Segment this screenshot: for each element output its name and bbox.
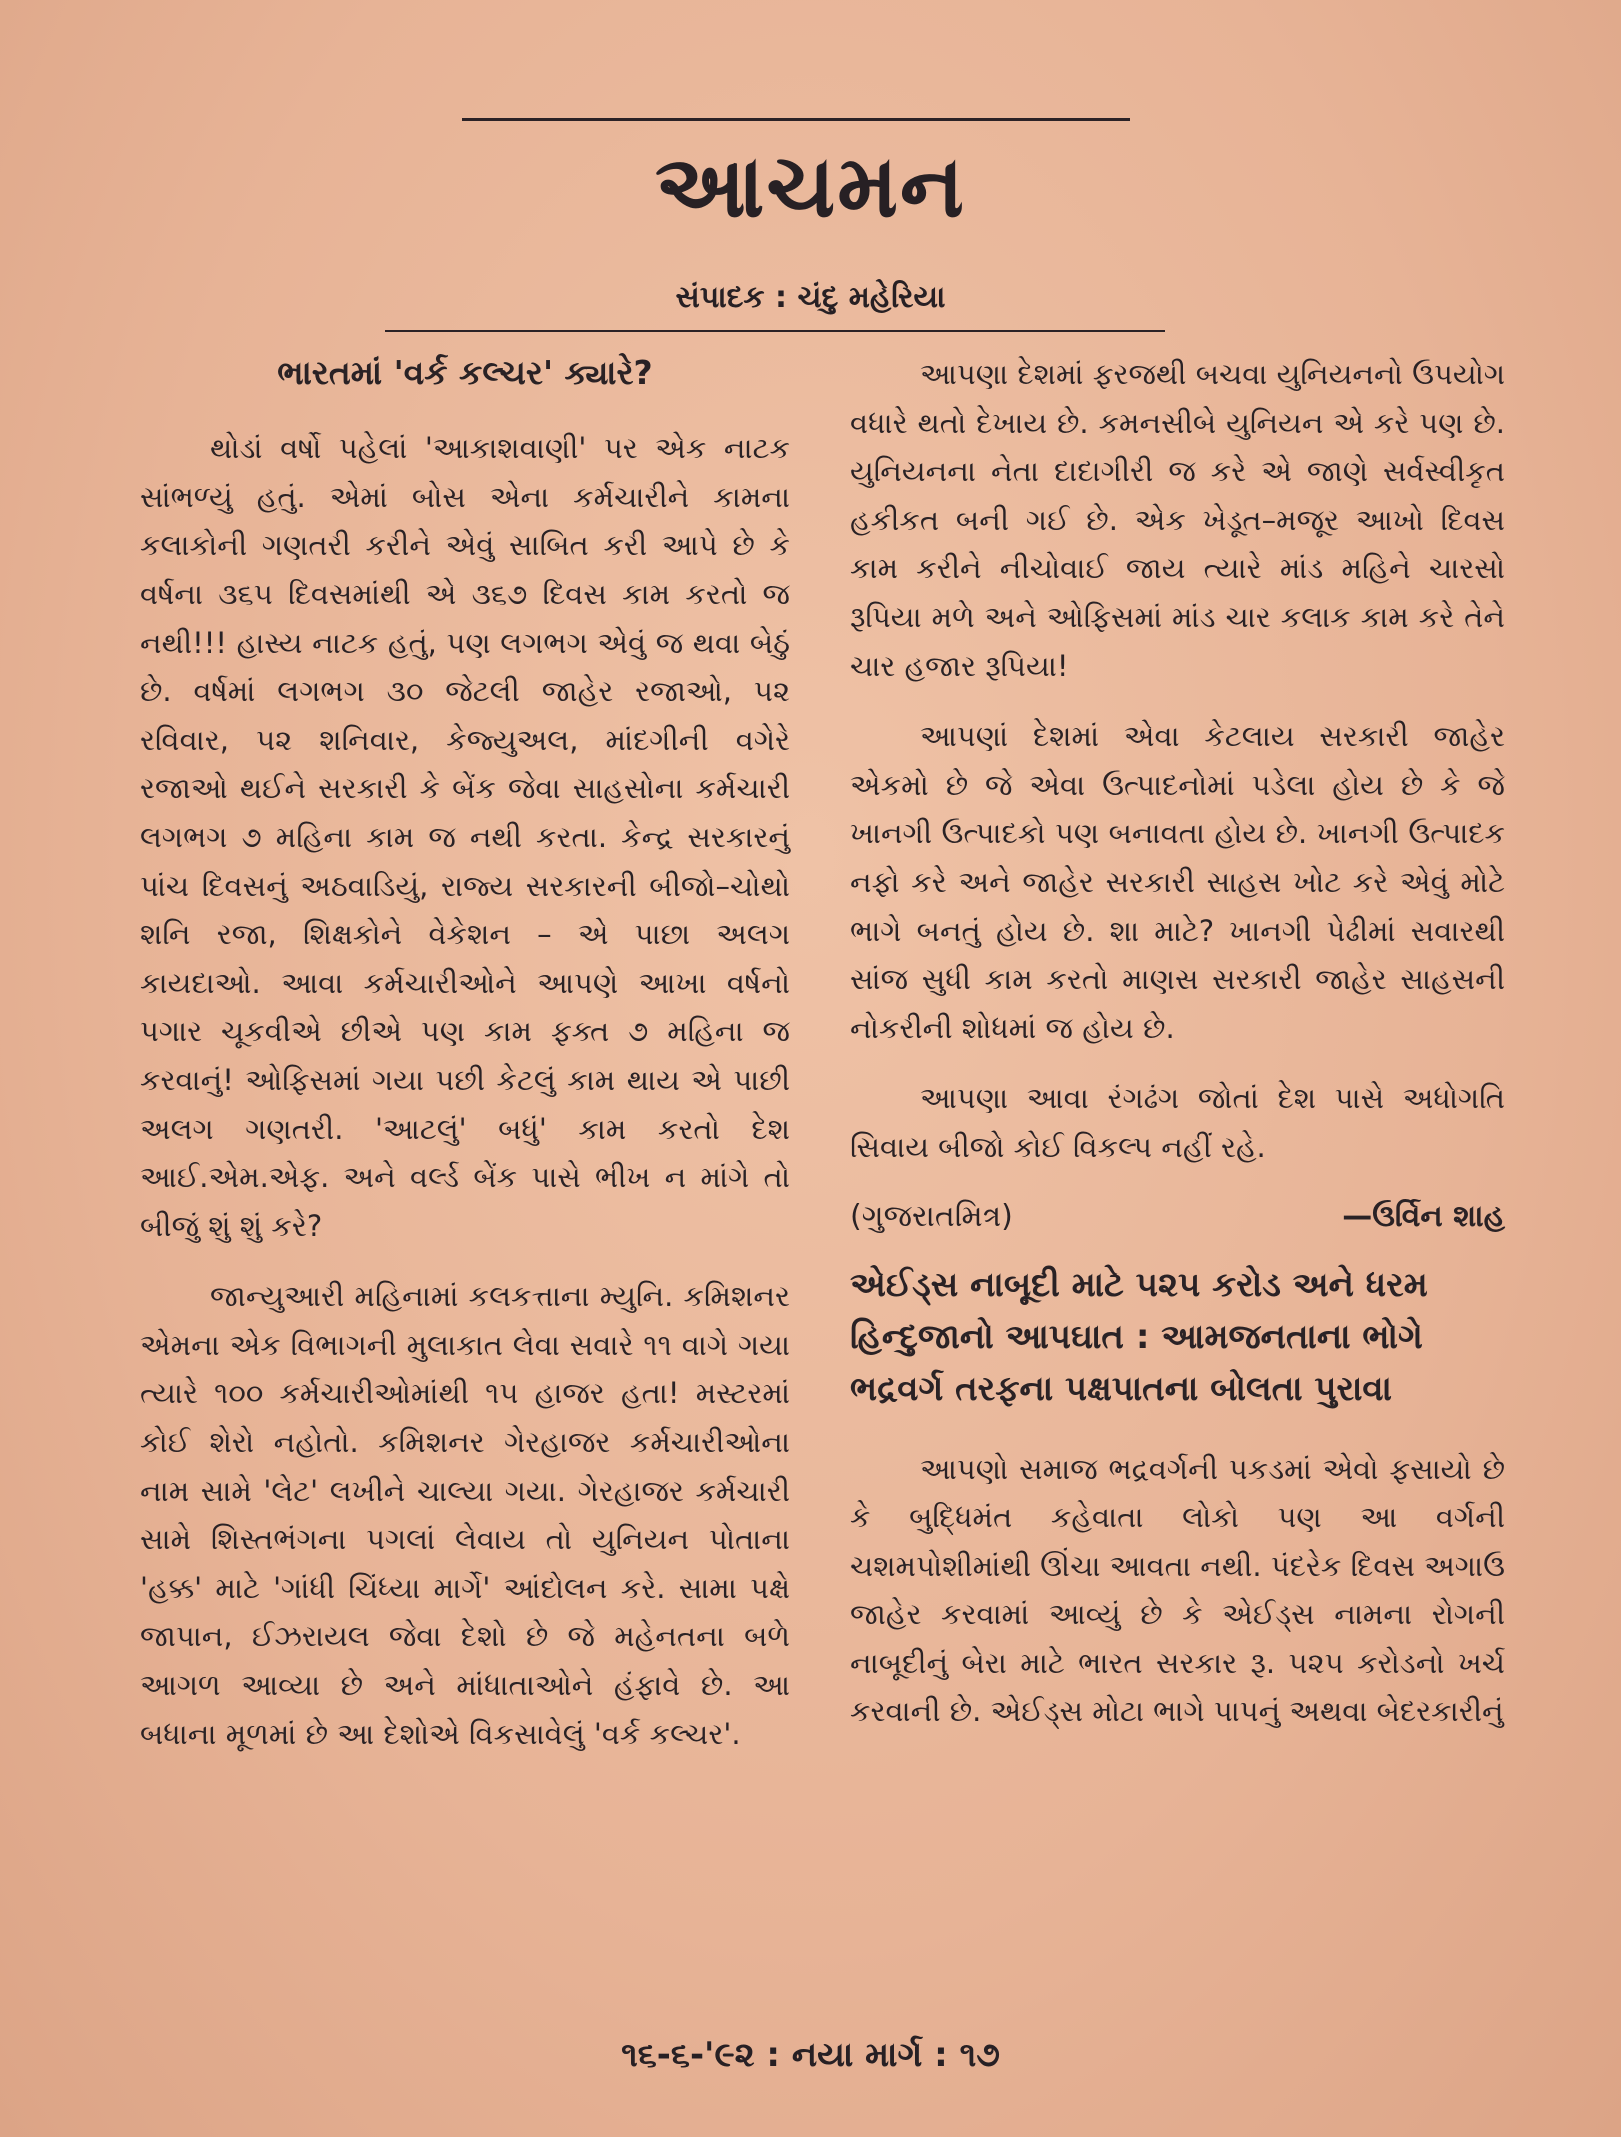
header-rule bbox=[385, 330, 1165, 332]
page-title: આચમન bbox=[655, 137, 966, 237]
editor-credit: સંપાદક : ચંદુ મહેરિયા bbox=[675, 280, 946, 315]
article-heading-aids: એઈડ્સ નાબૂદી માટે ૫૨૫ કરોડ અને ધરમ હિન્દુજાનો આપઘાત : આમજનતાના ભોગે ભદ્રવર્ગ તરફના પક્ષપાતના બોલતા પુરાવા bbox=[850, 1264, 1428, 1409]
article-paragraph: જાન્યુઆરી મહિનામાં કલકત્તાના મ્યુનિ. કમિશનર એમના એક વિભાગની મુલાકાત લેવા સવારે ૧૧ વાગે ગયા ત્યારે ૧૦૦ કર્મચારીઓમાંથી ૧૫ હાજર હતા! મસ્ટરમાં કોઈ શેરો નહોતો. કમિશનર ગેરહાજર કર્મચારીઓના નામ સામે 'લેટ' લખીને ચાલ્યા ગયા. ગેરહાજર કર્મચારી સામે શિસ્તભંગના પગલાં લેવાય તો યુનિયન પોતાના 'હક્ક' માટે 'ગાંધી ચિંધ્યા માર્ગે' આંદોલન કરે. સામા પક્ષે જાપાન, ઈઝરાયલ જેવા દેશો છે જે મહેનતના બળે આગળ આવ્યા છે અને માંધાતાઓને હંફાવે છે. આ બધાના મૂળમાં છે આ દેશોએ વિકસાવેલું 'વર્ક કલ્ચર'. bbox=[140, 1279, 790, 1751]
article-paragraph: આપણાં દેશમાં એવા કેટલાય સરકારી જાહેર એકમો છે જે એવા ઉત્પાદનોમાં પડેલા હોય છે કે જે ખાનગી ઉત્પાદકો પણ બનાવતા હોય છે. ખાનગી ઉત્પાદક નફો કરે અને જાહેર સરકારી સાહસ ખોટ કરે એવું મોટે ભાગે બનતું હોય છે. શા માટે? ખાનગી પેઢીમાં સવારથી સાંજ સુધી કામ કરતો માણસ સરકારી જાહેર સાહસની નોકરીની શોધમાં જ હોય છે. bbox=[850, 719, 1505, 1045]
article-paragraph: આપણા આવા રંગઢંગ જોતાં દેશ પાસે અધોગતિ સિવાય બીજો કોઈ વિકલ્પ નહીં રહે. bbox=[850, 1081, 1505, 1164]
source-name: (ગુજરાતમિત્ર) bbox=[850, 1198, 1013, 1234]
article-paragraph: આપણો સમાજ ભદ્રવર્ગની પકડમાં એવો ફસાયો છે કે બુદ્ધિમંત કહેવાતા લોકો પણ આ વર્ગની ચશમપોશીમાંથી ઊંચા આવતા નથી. પંદરેક દિવસ અગાઉ જાહેર કરવામાં આવ્યું છે કે એઈડ્સ નામના રોગની નાબૂદીનું બેરા માટે ભારત સરકાર રૂ. ૫૨૫ કરોડનો ખર્ચ કરવાની છે. એઈડ્સ મોટા ભાગે પાપનું અથવા બેદરકારીનું bbox=[850, 1451, 1505, 1729]
left-column bbox=[140, 350, 790, 1780]
author-name: —ઉર્વિન શાહ bbox=[1342, 1198, 1505, 1234]
article-heading-work-culture: ભારતમાં 'વર્ક કલ્ચર' ક્યારે? bbox=[277, 353, 653, 392]
attribution-row bbox=[850, 1194, 1505, 1239]
top-rule bbox=[462, 118, 1130, 121]
article-paragraph: થોડાં વર્ષો પહેલાં 'આકાશવાણી' પર એક નાટક સાંભળ્યું હતું. એમાં બોસ એના કર્મચારીને કામના કલાકોની ગણતરી કરીને એવું સાબિત કરી આપે છે કે વર્ષના ૩૬૫ દિવસમાંથી એ ૩૬૭ દિવસ કામ કરતો જ નથી!!! હાસ્ય નાટક હતું, પણ લગભગ એવું જ થવા બેઠું છે. વર્ષમાં લગભગ ૩૦ જેટલી જાહેર રજાઓ, ૫૨ રવિવાર, ૫૨ શનિવાર, કેજ્યુઅલ, માંદગીની વગેરે રજાઓ થઈને સરકારી કે બેંક જેવા સાહસોના કર્મચારી લગભગ ૭ મહિના કામ જ નથી કરતા. કેન્દ્ર સરકારનું પાંચ દિવસનું અઠવાડિયું, રાજ્ય સરકારની બીજો–ચોથો શનિ રજા, શિક્ષકોને વેકેશન – એ પાછા અલગ કાયદાઓ. આવા કર્મચારીઓને આપણે આખા વર્ષનો પગાર ચૂકવીએ છીએ પણ કામ ફક્ત ૭ મહિના જ કરવાનું! ઓફિસમાં ગયા પછી કેટલું કામ થાય એ પાછી અલગ ગણતરી. 'આટલું' બધું' કામ કરતો દેશ આઈ.એમ.એફ. અને વર્લ્ડ બેંક પાસે ભીખ ન માંગે તો બીજું શું શું કરે? bbox=[140, 431, 790, 1243]
article-paragraph: આપણા દેશમાં ફરજથી બચવા યુનિયનનો ઉપયોગ વધારે થતો દેખાય છે. કમનસીબે યુનિયન એ કરે પણ છે. યુનિયનના નેતા દાદાગીરી જ કરે એ જાણે સર્વસ્વીકૃત હકીકત બની ગઈ છે. એક ખેડૂત–મજૂર આખો દિવસ કામ કરીને નીચોવાઈ જાય ત્યારે માંડ મહિને ચારસો રૂપિયા મળે અને ઓફિસમાં માંડ ચાર કલાક કામ કરે તેને ચાર હજાર રૂપિયા! bbox=[850, 357, 1505, 683]
right-column bbox=[850, 350, 1505, 1758]
page-footer: ૧૬-૬-'૯૨ : નયા માર્ગ : ૧૭ bbox=[621, 2035, 1000, 2075]
